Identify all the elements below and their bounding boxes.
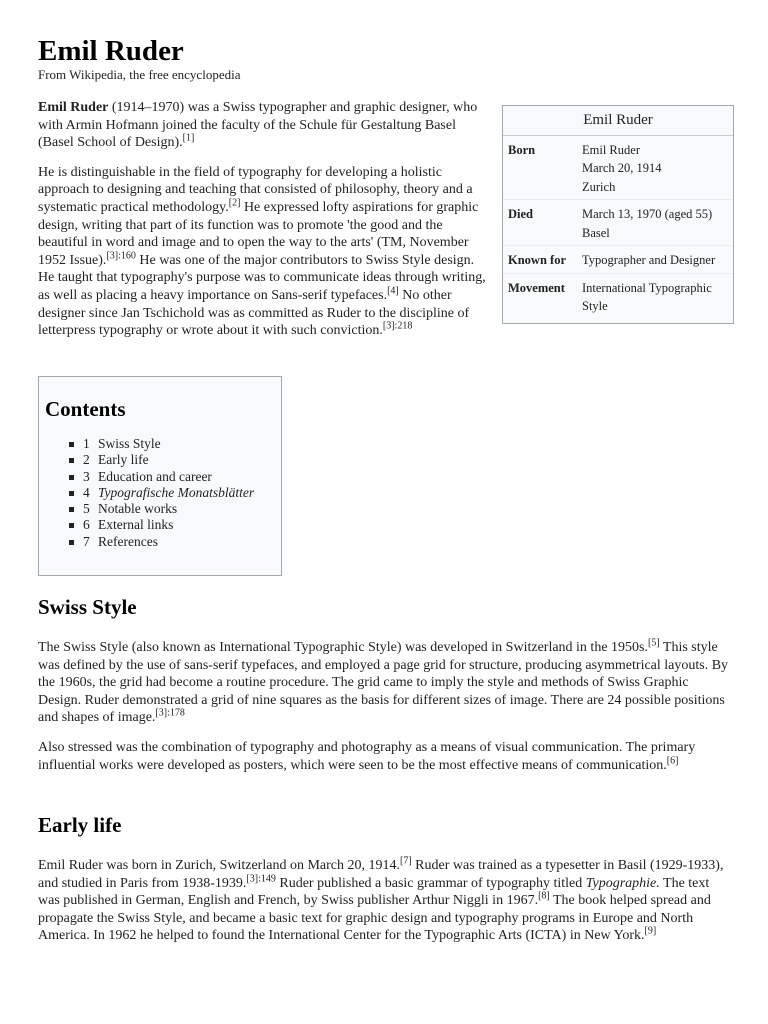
body-text: Emil Ruder was born in Zurich, Switzerland on March 20, 1914.	[38, 858, 400, 873]
intro-text: He expressed lofty aspirations for graphic design, writing that part of its function was to promote 'the good and the beautiful in word and image and to open the way to the arts' (TM, November 1952 Issue).	[38, 199, 479, 268]
toc-item[interactable]	[83, 436, 275, 452]
intro-text: He was one of the major contributors to Swiss Style design. He taught that typography's purpose was to communicate ideas through writing, as well as placing a heavy importance on Sans-serif typefaces.	[38, 252, 486, 303]
reference-link[interactable]: [3]:178	[155, 707, 185, 719]
table-of-contents	[38, 376, 282, 576]
toc-label[interactable]: Early life	[98, 452, 149, 468]
toc-label[interactable]: Education and career	[98, 468, 212, 484]
toc-number: 6	[83, 517, 90, 533]
reference-link[interactable]: [3]:149	[246, 872, 276, 884]
infobox-row-known-for	[503, 246, 733, 274]
toc-item[interactable]	[83, 469, 275, 485]
toc-item[interactable]	[83, 517, 275, 533]
intro-text: (1914–1970) was a Swiss typographer and graphic designer, who with Armin Hofmann joined the faculty of the Schule für Gestaltung Basel (Basel School of Design).	[38, 100, 478, 151]
infobox-label: Movement	[508, 280, 565, 295]
infobox-value	[581, 204, 729, 243]
toc-number: 7	[83, 533, 90, 549]
toc-number: 1	[83, 436, 90, 451]
section-heading: Early life	[38, 813, 122, 837]
intro-section	[38, 99, 734, 340]
infobox-value[interactable]: International Typographic Style	[582, 280, 712, 313]
toc-number: 2	[83, 452, 90, 468]
swiss-style-paragraph-2	[38, 739, 734, 774]
section-early-life	[38, 812, 734, 945]
section-swiss-style	[38, 594, 734, 774]
book-title: Typographie.	[585, 875, 660, 891]
infobox-row-movement	[503, 274, 733, 319]
toc-heading: Contents	[45, 397, 126, 421]
reference-link[interactable]: [8]	[538, 890, 550, 902]
infobox-title: Emil Ruder	[503, 108, 733, 136]
infobox-value	[581, 140, 729, 198]
infobox-label: Known for	[508, 253, 566, 267]
reference-link[interactable]: [3]:160	[106, 250, 136, 262]
page-title: Emil Ruder	[38, 35, 184, 67]
section-heading: Swiss Style	[38, 595, 137, 619]
born-place[interactable]: Zurich	[582, 179, 616, 194]
infobox	[502, 105, 734, 324]
body-text: The book helped spread and propagate the Swiss Style, and became a basic text for graphic design and typography programs in Europe and North America. In 1962 he helped to found the International Center for the Typographic Arts (ICTA) in New York.	[38, 893, 711, 944]
toc-label[interactable]: References	[98, 533, 158, 549]
toc-list	[45, 436, 275, 550]
infobox-value: Typographer and Designer	[582, 253, 716, 267]
reference-link[interactable]: [9]	[644, 925, 657, 937]
toc-number: 4	[83, 484, 90, 500]
toc-label[interactable]: Typografische Monatsblätter	[98, 484, 255, 500]
intro-text: He is distinguishable in the field of typography for developing a holistic approach to designing and teaching that consisted of philosophy, theory and a systematic practical methodology.	[38, 164, 473, 215]
infobox-row-died	[503, 200, 733, 246]
body-text: The Swiss Style (also known as International Typographic Style) was developed in Switzerland in the 1950s.	[38, 640, 648, 655]
body-text: The text was published in German, English and French, by Swiss publisher Arthur Niggli in 1967.	[38, 875, 710, 909]
body-text: Ruder published a basic grammar of typography titled	[275, 875, 586, 891]
early-life-paragraph-1	[38, 857, 734, 945]
reference-link[interactable]: [7]	[399, 855, 412, 867]
reference-link[interactable]: [2]	[228, 197, 241, 209]
toc-label[interactable]: Notable works	[98, 501, 178, 517]
toc-item[interactable]	[83, 485, 275, 501]
reference-link[interactable]: [3]:218	[382, 320, 413, 332]
body-text: Ruder was trained as a typesetter in Basil (1929-1933), and studied in Paris from 1938-1939.	[38, 858, 724, 891]
reference-link[interactable]: [5]	[647, 637, 660, 649]
born-name: Emil Ruder	[582, 142, 640, 157]
page-tagline: From Wikipedia, the free encyclopedia	[38, 67, 241, 82]
infobox-label: Died	[508, 207, 533, 221]
died-date: March 13, 1970 (aged 55)	[582, 207, 713, 221]
reference-link[interactable]: [4]	[387, 285, 399, 297]
toc-item[interactable]	[83, 452, 275, 468]
body-text: This style was defined by the use of sans-serif typefaces, and employed a page grid for structure, producing asymmetrical layouts. By the 1960s, the grid had become a routine procedure. The grid came to imply the style and methods of Swiss Graphic Design. Ruder demonstrated a grid of nine squares as the basis for different sizes of image. There are 24 possible positions and shapes of image.	[38, 640, 729, 726]
toc-item[interactable]	[83, 534, 275, 550]
born-date: March 20, 1914	[582, 161, 662, 175]
toc-label[interactable]: Swiss Style	[98, 436, 161, 451]
infobox-label: Born	[508, 142, 536, 157]
body-text: Also stressed was the combination of typography and photography as a means of visual communication. The primary influential works were developed as posters, which were seen to be the most effective means of communication.	[38, 739, 696, 773]
toc-number: 5	[83, 501, 90, 517]
toc-number: 3	[83, 468, 90, 484]
infobox-row-born	[503, 136, 733, 201]
reference-link[interactable]: [1]	[182, 132, 195, 144]
intro-text: No other designer since Jan Tschichold was as committed as Ruder to the discipline of letterpress typography or wrote about it with such conviction.	[38, 287, 470, 339]
toc-label[interactable]: External links	[98, 517, 174, 533]
subject-name: Emil Ruder	[38, 100, 109, 115]
reference-link[interactable]: [6]	[666, 754, 679, 766]
died-place[interactable]: Basel	[582, 225, 610, 240]
toc-item[interactable]	[83, 501, 275, 517]
swiss-style-paragraph-1	[38, 639, 734, 727]
